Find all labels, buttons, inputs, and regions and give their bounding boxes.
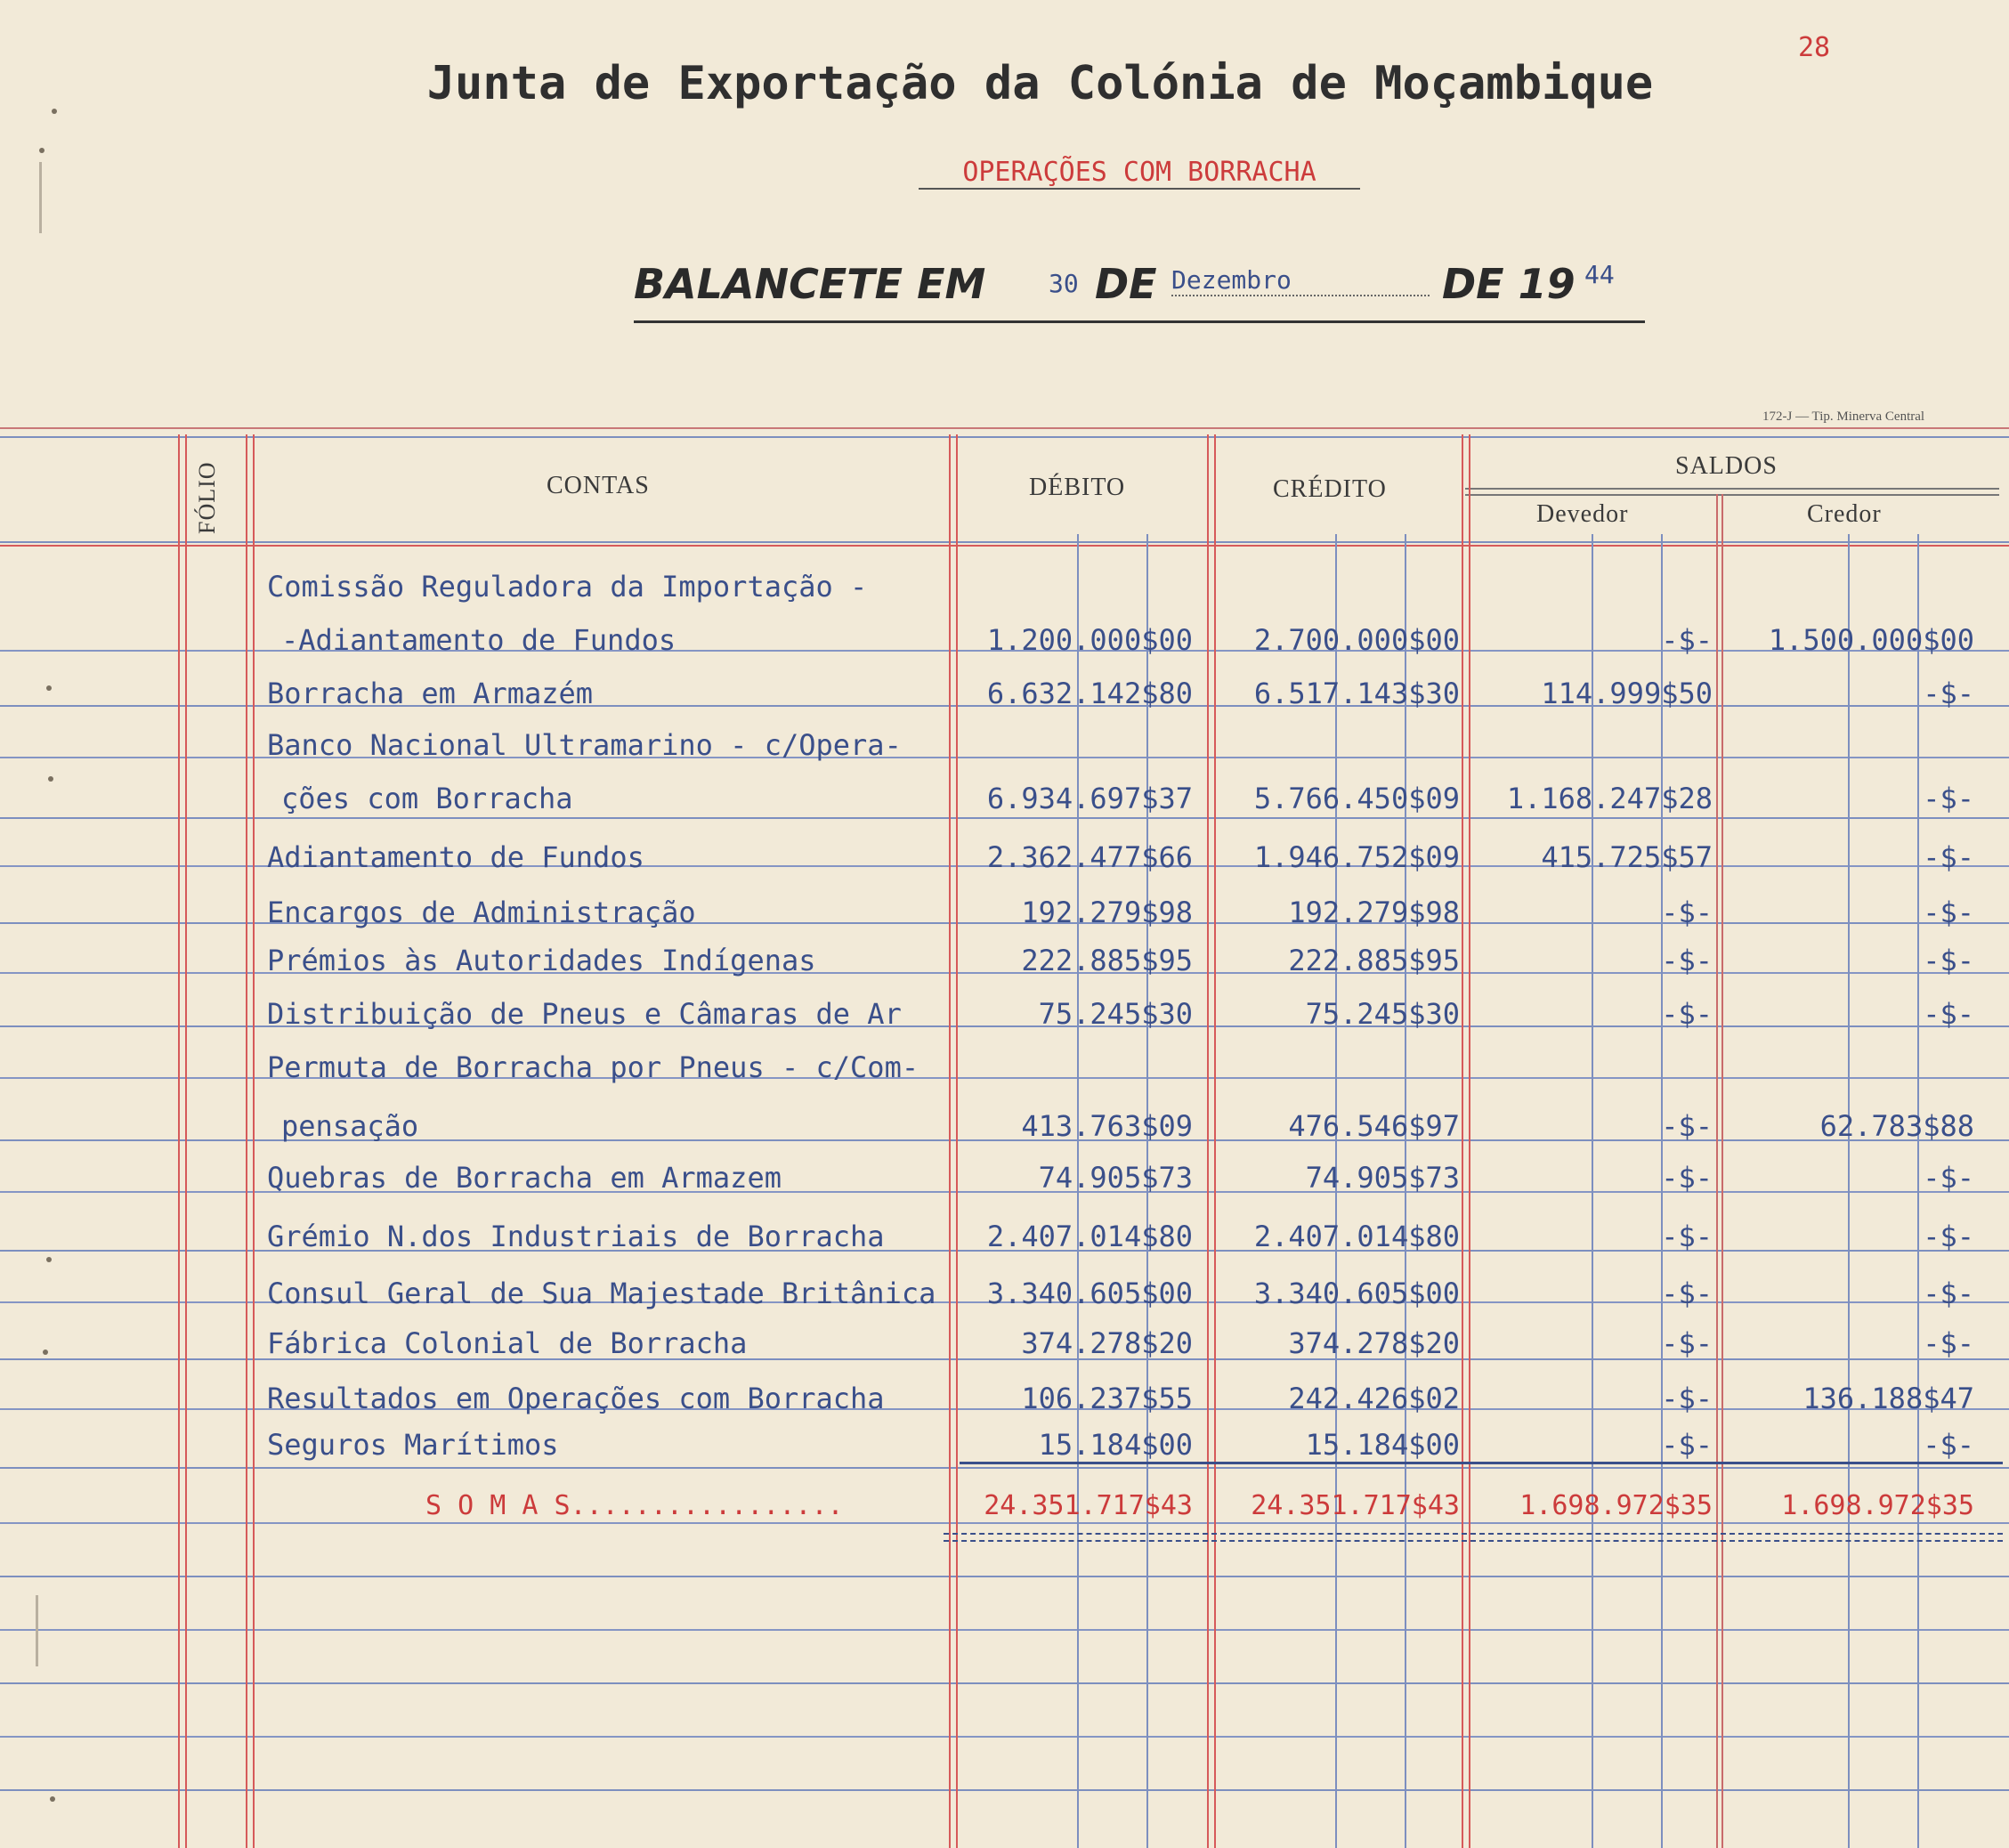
rule xyxy=(178,434,180,1848)
balancete-year-prefix: DE 19 xyxy=(1442,260,1576,308)
col-devedor: Devedor xyxy=(1536,500,1629,528)
account-label: Borracha em Armazém xyxy=(267,677,594,710)
rule xyxy=(253,434,255,1848)
binding-hole xyxy=(46,685,52,691)
row-rule xyxy=(0,1736,2009,1738)
totals-underline xyxy=(960,1462,2003,1464)
col-credor: Credor xyxy=(1807,500,1882,528)
credor-value: -$- xyxy=(1923,1161,1974,1195)
credor-value: -$- xyxy=(1923,677,1974,710)
credor-value: 136.188$47 xyxy=(1802,1382,1974,1415)
account-label: Comissão Reguladora da Importação - xyxy=(267,570,868,604)
debito-value: 106.237$55 xyxy=(1021,1382,1193,1415)
account-label: Fábrica Colonial de Borracha xyxy=(267,1326,748,1360)
devedor-value: 114.999$50 xyxy=(1541,677,1713,710)
printer-imprint: 172-J — Tip. Minerva Central xyxy=(1762,409,1925,424)
account-label: Adiantamento de Fundos xyxy=(267,840,644,874)
totals-credor: 1.698.972$35 xyxy=(1781,1490,1974,1521)
binding-hole xyxy=(48,776,53,782)
debito-value: 1.200.000$00 xyxy=(986,623,1193,657)
credito-value: 192.279$98 xyxy=(1288,896,1460,929)
document-subtitle: OPERAÇÕES COM BORRACHA xyxy=(919,157,1360,190)
debito-value: 3.340.605$00 xyxy=(986,1277,1193,1310)
account-label: Consul Geral de Sua Majestade Britânica xyxy=(267,1277,936,1310)
balancete-line xyxy=(634,258,1645,323)
credor-value: -$- xyxy=(1923,896,1974,929)
rule xyxy=(1716,494,1718,1848)
devedor-value: -$- xyxy=(1661,997,1713,1031)
devedor-value: 1.168.247$28 xyxy=(1506,782,1713,815)
debito-value: 413.763$09 xyxy=(1021,1109,1193,1143)
rule xyxy=(1207,434,1209,1848)
totals-double-underline xyxy=(944,1533,2003,1542)
binding-hole xyxy=(50,1796,55,1802)
credito-value: 5.766.450$09 xyxy=(1253,782,1460,815)
debito-value: 2.407.014$80 xyxy=(986,1220,1193,1253)
account-label: Seguros Marítimos xyxy=(267,1428,559,1462)
devedor-value: -$- xyxy=(1661,623,1713,657)
rule xyxy=(0,427,2009,429)
account-label: Permuta de Borracha por Pneus - c/Com- xyxy=(267,1050,919,1084)
rule xyxy=(0,545,2009,547)
credor-value: -$- xyxy=(1923,1277,1974,1310)
rule xyxy=(0,436,2009,438)
credor-value: 62.783$88 xyxy=(1819,1109,1974,1143)
account-label: Encargos de Administração xyxy=(267,896,696,929)
debito-value: 75.245$30 xyxy=(1038,997,1193,1031)
credor-value: -$- xyxy=(1923,1326,1974,1360)
debito-value: 222.885$95 xyxy=(1021,944,1193,977)
balancete-prefix: BALANCETE EM xyxy=(634,260,986,308)
devedor-value: -$- xyxy=(1661,1109,1713,1143)
devedor-value: -$- xyxy=(1661,944,1713,977)
devedor-value: -$- xyxy=(1661,1161,1713,1195)
credor-value: -$- xyxy=(1923,997,1974,1031)
row-rule xyxy=(0,1467,2009,1469)
debito-value: 374.278$20 xyxy=(1021,1326,1193,1360)
credito-value: 476.546$97 xyxy=(1288,1109,1460,1143)
totals-devedor: 1.698.972$35 xyxy=(1519,1490,1713,1521)
account-label: Distribuição de Pneus e Câmaras de Ar xyxy=(267,997,902,1031)
rule xyxy=(246,434,247,1848)
credito-value: 2.700.000$00 xyxy=(1253,623,1460,657)
totals-label: S O M A S................. xyxy=(425,1490,844,1521)
balancete-month: Dezembro xyxy=(1171,265,1430,296)
debito-value: 2.362.477$66 xyxy=(986,840,1193,874)
rule xyxy=(949,434,951,1848)
row-rule xyxy=(0,1522,2009,1524)
row-rule xyxy=(0,817,2009,819)
credito-value: 15.184$00 xyxy=(1305,1428,1460,1462)
debito-value: 74.905$73 xyxy=(1038,1161,1193,1195)
credor-value: -$- xyxy=(1923,782,1974,815)
credor-value: -$- xyxy=(1923,944,1974,977)
row-rule xyxy=(0,1789,2009,1791)
account-label: Grémio N.dos Industriais de Borracha xyxy=(267,1220,885,1253)
credito-value: 6.517.143$30 xyxy=(1253,677,1460,710)
credito-value: 3.340.605$00 xyxy=(1253,1277,1460,1310)
binding-hole xyxy=(46,1257,52,1262)
credito-value: 242.426$02 xyxy=(1288,1382,1460,1415)
account-label: ções com Borracha xyxy=(281,782,573,815)
col-credito: CRÉDITO xyxy=(1273,475,1387,503)
devedor-value: 415.725$57 xyxy=(1541,840,1713,874)
balancete-day: 30 xyxy=(1049,269,1079,298)
credito-value: 222.885$95 xyxy=(1288,944,1460,977)
account-label: -Adiantamento de Fundos xyxy=(281,623,676,657)
balancete-year: 44 xyxy=(1584,260,1615,289)
devedor-value: -$- xyxy=(1661,1220,1713,1253)
devedor-value: -$- xyxy=(1661,1277,1713,1310)
binding-hole xyxy=(43,1350,48,1355)
staple-mark xyxy=(39,162,42,233)
debito-value: 192.279$98 xyxy=(1021,896,1193,929)
credito-value: 75.245$30 xyxy=(1305,997,1460,1031)
credito-value: 1.946.752$09 xyxy=(1253,840,1460,874)
row-rule xyxy=(0,1682,2009,1684)
account-label: Banco Nacional Ultramarino - c/Opera- xyxy=(267,728,902,762)
account-label: Resultados em Operações com Borracha xyxy=(267,1382,885,1415)
saldos-divider xyxy=(1465,488,1999,496)
devedor-value: -$- xyxy=(1661,1326,1713,1360)
debito-value: 6.934.697$37 xyxy=(986,782,1193,815)
rule xyxy=(1462,434,1463,1848)
devedor-value: -$- xyxy=(1661,1382,1713,1415)
rule xyxy=(1721,494,1723,1848)
account-label: Quebras de Borracha em Armazem xyxy=(267,1161,782,1195)
row-rule xyxy=(0,1576,2009,1577)
rule xyxy=(185,434,187,1848)
staple-mark xyxy=(36,1595,38,1666)
debito-value: 6.632.142$80 xyxy=(986,677,1193,710)
totals-debito: 24.351.717$43 xyxy=(984,1490,1193,1521)
credor-value: 1.500.000$00 xyxy=(1768,623,1974,657)
totals-credito: 24.351.717$43 xyxy=(1251,1490,1460,1521)
credor-value: -$- xyxy=(1923,1428,1974,1462)
credor-value: -$- xyxy=(1923,1220,1974,1253)
credito-value: 374.278$20 xyxy=(1288,1326,1460,1360)
binding-hole xyxy=(52,109,57,114)
credito-value: 2.407.014$80 xyxy=(1253,1220,1460,1253)
credito-value: 74.905$73 xyxy=(1305,1161,1460,1195)
row-rule xyxy=(0,1629,2009,1631)
document-title: Junta de Exportação da Colónia de Moçambique xyxy=(426,57,1654,110)
col-folio: FÓLIO xyxy=(194,461,220,534)
devedor-value: -$- xyxy=(1661,1428,1713,1462)
binding-hole xyxy=(39,148,45,153)
page-number: 28 xyxy=(1798,32,1831,63)
col-saldos: SALDOS xyxy=(1675,452,1778,480)
col-contas: CONTAS xyxy=(547,472,650,499)
account-label: pensação xyxy=(281,1109,419,1143)
col-debito: DÉBITO xyxy=(1029,474,1126,501)
devedor-value: -$- xyxy=(1661,896,1713,929)
debito-value: 15.184$00 xyxy=(1038,1428,1193,1462)
account-label: Prémios às Autoridades Indígenas xyxy=(267,944,816,977)
balancete-de: DE xyxy=(1095,260,1157,308)
rule xyxy=(0,541,2009,543)
credor-value: -$- xyxy=(1923,840,1974,874)
